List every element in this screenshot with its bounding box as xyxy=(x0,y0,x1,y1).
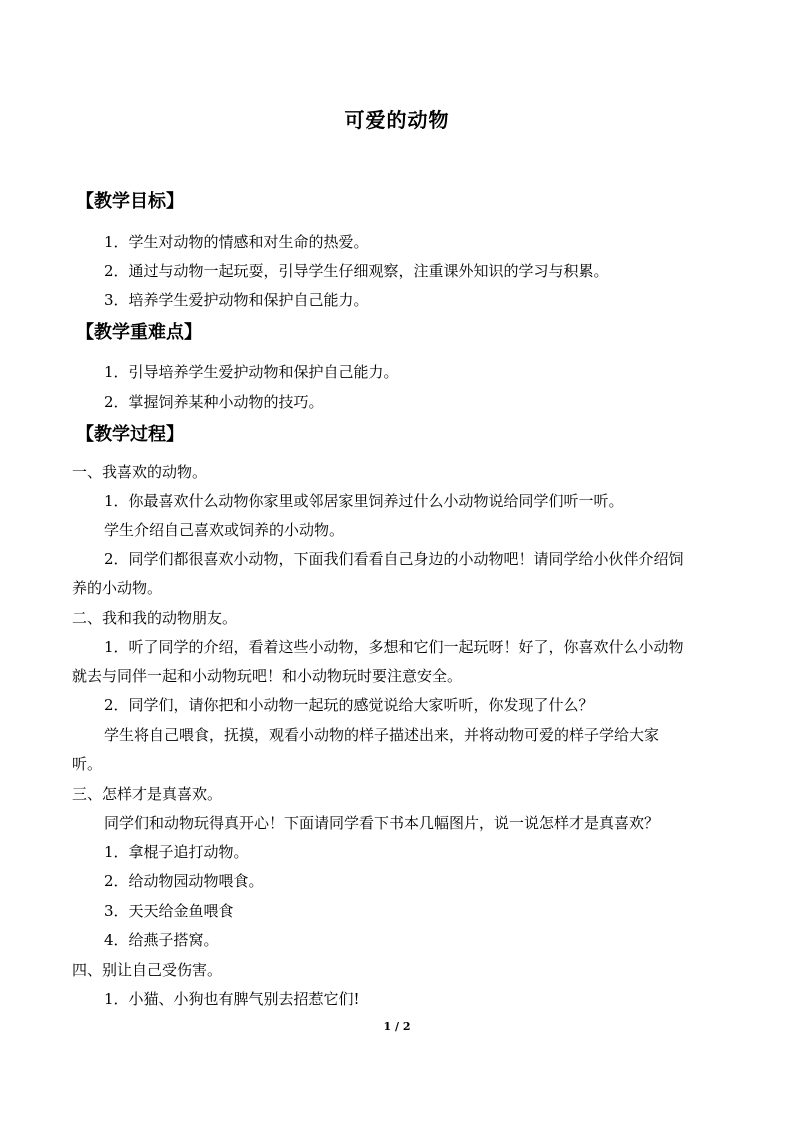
process-line: 2．同学们都很喜欢小动物，下面我们看看自己身边的小动物吧！请同学给小伙伴介绍饲 xyxy=(104,550,684,568)
page-title: 可爱的动物 xyxy=(344,108,450,132)
process-line: 1．拿棍子追打动物。 xyxy=(104,843,249,861)
process-section-title: 四、别让自己受伤害。 xyxy=(72,961,223,979)
process-line: 1．听了同学的介绍，看着这些小动物，多想和它们一起玩呀！好了，你喜欢什么小动物 xyxy=(104,638,684,656)
process-section-title: 一、我喜欢的动物。 xyxy=(72,463,208,481)
process-line: 3．天天给金鱼喂食 xyxy=(104,902,234,920)
section-heading-process: 【教学过程】 xyxy=(76,424,184,445)
goal-item: 3．培养学生爱护动物和保护自己能力。 xyxy=(104,291,369,309)
section-heading-keypoints: 【教学重难点】 xyxy=(76,322,202,343)
page-number: 1 / 2 xyxy=(383,1020,411,1033)
process-line: 学生将自己喂食，抚摸，观看小动物的样子描述出来，并将动物可爱的样子学给大家 xyxy=(104,726,660,744)
process-section-title: 二、我和我的动物朋友。 xyxy=(72,609,238,627)
goal-item: 1．学生对动物的情感和对生命的热爱。 xyxy=(104,233,369,251)
process-section-title: 三、怎样才是真喜欢。 xyxy=(72,785,223,803)
section-heading-goals: 【教学目标】 xyxy=(76,191,184,212)
keypoint-item: 1．引导培养学生爱护动物和保护自己能力。 xyxy=(104,363,399,381)
process-line: 学生介绍自己喜欢或饲养的小动物。 xyxy=(104,521,345,539)
process-line: 4．给燕子搭窝。 xyxy=(104,931,219,949)
process-line: 1．你最喜欢什么动物你家里或邻居家里饲养过什么小动物说给同学们听一听。 xyxy=(104,492,624,510)
process-line: 养的小动物。 xyxy=(72,579,163,597)
goal-item: 2．通过与动物一起玩耍，引导学生仔细观察，注重课外知识的学习与积累。 xyxy=(104,262,609,280)
process-line: 同学们和动物玩得真开心！下面请同学看下书本几幅图片，说一说怎样才是真喜欢？ xyxy=(104,814,660,832)
process-line: 2．同学们，请你把和小动物一起玩的感觉说给大家听听，你发现了什么？ xyxy=(104,696,594,714)
process-line: 2．给动物园动物喂食。 xyxy=(104,872,264,890)
process-line: 听。 xyxy=(72,755,103,773)
keypoint-item: 2．掌握饲养某种小动物的技巧。 xyxy=(104,393,324,411)
process-line: 就去与同伴一起和小动物玩吧！和小动物玩时要注意安全。 xyxy=(72,667,463,685)
process-line: 1．小猫、小狗也有脾气别去招惹它们! xyxy=(104,990,360,1008)
